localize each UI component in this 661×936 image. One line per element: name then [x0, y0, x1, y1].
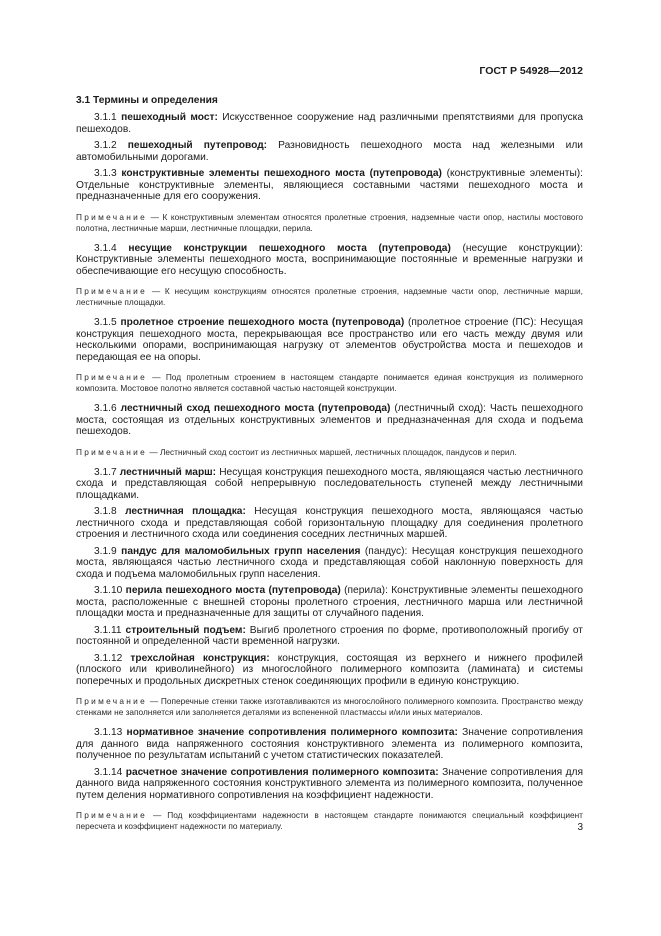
term-number: 3.1.2	[94, 140, 117, 151]
term-name: лестничный марш:	[119, 466, 217, 478]
note-label: Примечание	[76, 446, 148, 457]
term-entry	[76, 546, 583, 581]
term-name: нормативное значение сопротивления полимерного композита:	[126, 727, 458, 738]
note-label: Примечание	[76, 286, 148, 296]
term-number: 3.1.8	[94, 506, 117, 517]
standard-header: ГОСТ Р 54928—2012	[479, 65, 583, 77]
term-entry	[76, 243, 583, 278]
term-number: 3.1.9	[94, 545, 117, 557]
term-entry	[76, 653, 583, 688]
term-name: конструктивные элементы пешеходного моста (путепровода)	[121, 168, 442, 179]
term-name: трехслойная конструкция:	[130, 652, 270, 664]
term-definition: Искусственное сооружение над различными препятствиями для пропуска пешеходов.	[76, 112, 583, 135]
term-entry	[76, 506, 583, 541]
note-n5	[76, 372, 583, 394]
term-definition: (конструктивные элементы): Отдельные конструктивные элементы, являющиеся составными частями пешеходного моста и предназначенные для его сооружения.	[76, 168, 583, 202]
term-number: 3.1.12	[94, 652, 123, 664]
term-definition: (пандус): Несущая конструкция пешеходного моста, являющаяся частью лестничного схода и представляющая собой наклонную поверхность для схода и подъема маломобильных групп населения.	[76, 545, 583, 580]
term-definition: конструкция, состоящая из верхнего и нижнего профилей (плоского или криволинейного) из многослойного полимерного композита (ламината) и системы поперечных и продольных дискретных стенок соединяющих профили в единую конструкцию.	[76, 652, 583, 687]
terms-body	[76, 112, 583, 832]
note-n3	[76, 212, 583, 234]
term-entry	[76, 625, 583, 648]
term-entry	[76, 727, 583, 762]
note-n4	[76, 286, 583, 308]
term-definition: (несущие конструкции): Конструктивные элементы пешеходного моста, воспринимающие постоянные и временные нагрузки и обеспечивающие его несущую способность.	[76, 242, 583, 277]
term-number: 3.1.10	[94, 585, 123, 596]
term-definition: (перила): Конструктивные элементы пешеходного моста, расположенные с внешней стороны пролетного строения, лестничного марша или лестничной площадки моста и предназначенные для защиты от случайного падения.	[76, 585, 583, 619]
term-name: перила пешеходного моста (путепровода)	[125, 585, 341, 596]
term-definition: Разновидность пешеходного моста над железными или автомобильными дорогами.	[76, 140, 583, 163]
term-entry	[76, 168, 583, 203]
term-definition: Значение сопротивления для данного вида напряженного состояния конструктивного элемента из полимерного композита, полученное по результатам испытаний с учетом статистических показателей.	[76, 727, 583, 761]
term-entry	[76, 585, 583, 620]
note-text: — К конструктивным элементам относятся пролетные строения, надземные части опор, настилы мостового полотна, лестничные марши, лестничные площадки, перила.	[76, 211, 583, 233]
term-entry	[76, 317, 583, 363]
term-definition: Несущая конструкция пешеходного моста, являющаяся частью лестничного схода и представляющая собой непрерывную последовательность ступеней между лестничными площадками.	[76, 466, 583, 501]
term-name: пролетное строение пешеходного моста (путепровода)	[120, 317, 405, 328]
note-label: Примечание	[76, 372, 148, 382]
term-number: 3.1.3	[94, 168, 117, 179]
term-name: лестничный сход пешеходного моста (путепровода)	[120, 403, 391, 414]
term-number: 3.1.1	[94, 112, 117, 123]
note-label: Примечание	[76, 810, 148, 820]
term-number: 3.1.6	[94, 403, 117, 414]
term-number: 3.1.11	[94, 624, 122, 636]
term-definition: (лестничный сход): Часть пешеходного моста, состоящая из отдельных конструктивных элементов и предназначенная для схода и подъема пешеходов.	[76, 403, 583, 437]
term-entry	[76, 767, 583, 802]
note-text: — Лестничный сход состоит из лестничных маршей, лестничных площадок, пандусов и перил.	[149, 446, 517, 457]
term-definition: (пролетное строение (ПС): Несущая конструкция пешеходного моста, перекрывающая все пространство или его часть между двумя или несколькими опорами, воспринимающая нагрузку от элементов обустройства моста и пешеходов и передающая ее на опоры.	[76, 317, 583, 363]
term-name: строительный подъем:	[125, 624, 246, 636]
term-number: 3.1.13	[94, 727, 123, 738]
term-number: 3.1.4	[94, 242, 117, 254]
note-text: — Под пролетным строением в настоящем стандарте понимается единая конструкция из полимерного композита. Мостовое полотно является составной частью настоящей конструкции.	[76, 372, 584, 393]
term-entry	[76, 112, 583, 135]
note-label: Примечание	[76, 696, 148, 706]
note-label: Примечание	[76, 211, 148, 222]
term-number: 3.1.5	[94, 317, 117, 328]
term-entry	[76, 467, 583, 502]
note-text: — Под коэффициентами надежности в настоящем стандарте понимаются специальный коэффициент пересчета и коэффициент надежности по материалу.	[76, 810, 583, 831]
term-definition: Значение сопротивления для данного вида напряженного состояния конструктивного элемента из полимерного композита, полученное путем деления нормативного сопротивления на коэффициент надежности.	[76, 766, 583, 801]
page-number: 3	[577, 822, 583, 833]
term-name: пандус для маломобильных групп населения	[121, 545, 361, 557]
note-n6	[76, 447, 583, 458]
term-definition: Выгиб пролетного строения по форме, противоположный прогибу от постоянной и определенной части временной нагрузки.	[76, 624, 583, 647]
term-definition: Несущая конструкция пешеходного моста, являющаяся частью лестничного схода и представляющая собой горизонтальную площадку для соединения пролетного строения и лестничного схода или соединения соседних лестничных маршей.	[76, 506, 583, 540]
term-entry	[76, 403, 583, 438]
term-name: несущие конструкции пешеходного моста (путепровода)	[128, 242, 451, 254]
section-title: 3.1 Термины и определения	[76, 94, 218, 106]
note-n14	[76, 810, 583, 832]
term-name: расчетное значение сопротивления полимерного композита:	[125, 766, 439, 778]
term-name: лестничная площадка:	[125, 506, 246, 517]
term-number: 3.1.7	[94, 466, 117, 478]
note-n12	[76, 696, 583, 718]
term-name: пешеходный путепровод:	[127, 140, 268, 151]
term-number: 3.1.14	[94, 766, 123, 778]
note-text: — Поперечные стенки также изготавливаются из многослойного полимерного композита. Пространство между стенками не заполняется или заполняется деталями из вспененной пластмассы и/или иных материалов.	[76, 696, 583, 717]
term-name: пешеходный мост:	[121, 112, 218, 123]
term-entry	[76, 140, 583, 163]
note-text: — К несущим конструкциям относятся пролетные строения, надземные части опор, лестничные марши, лестничные площадки.	[76, 286, 583, 307]
